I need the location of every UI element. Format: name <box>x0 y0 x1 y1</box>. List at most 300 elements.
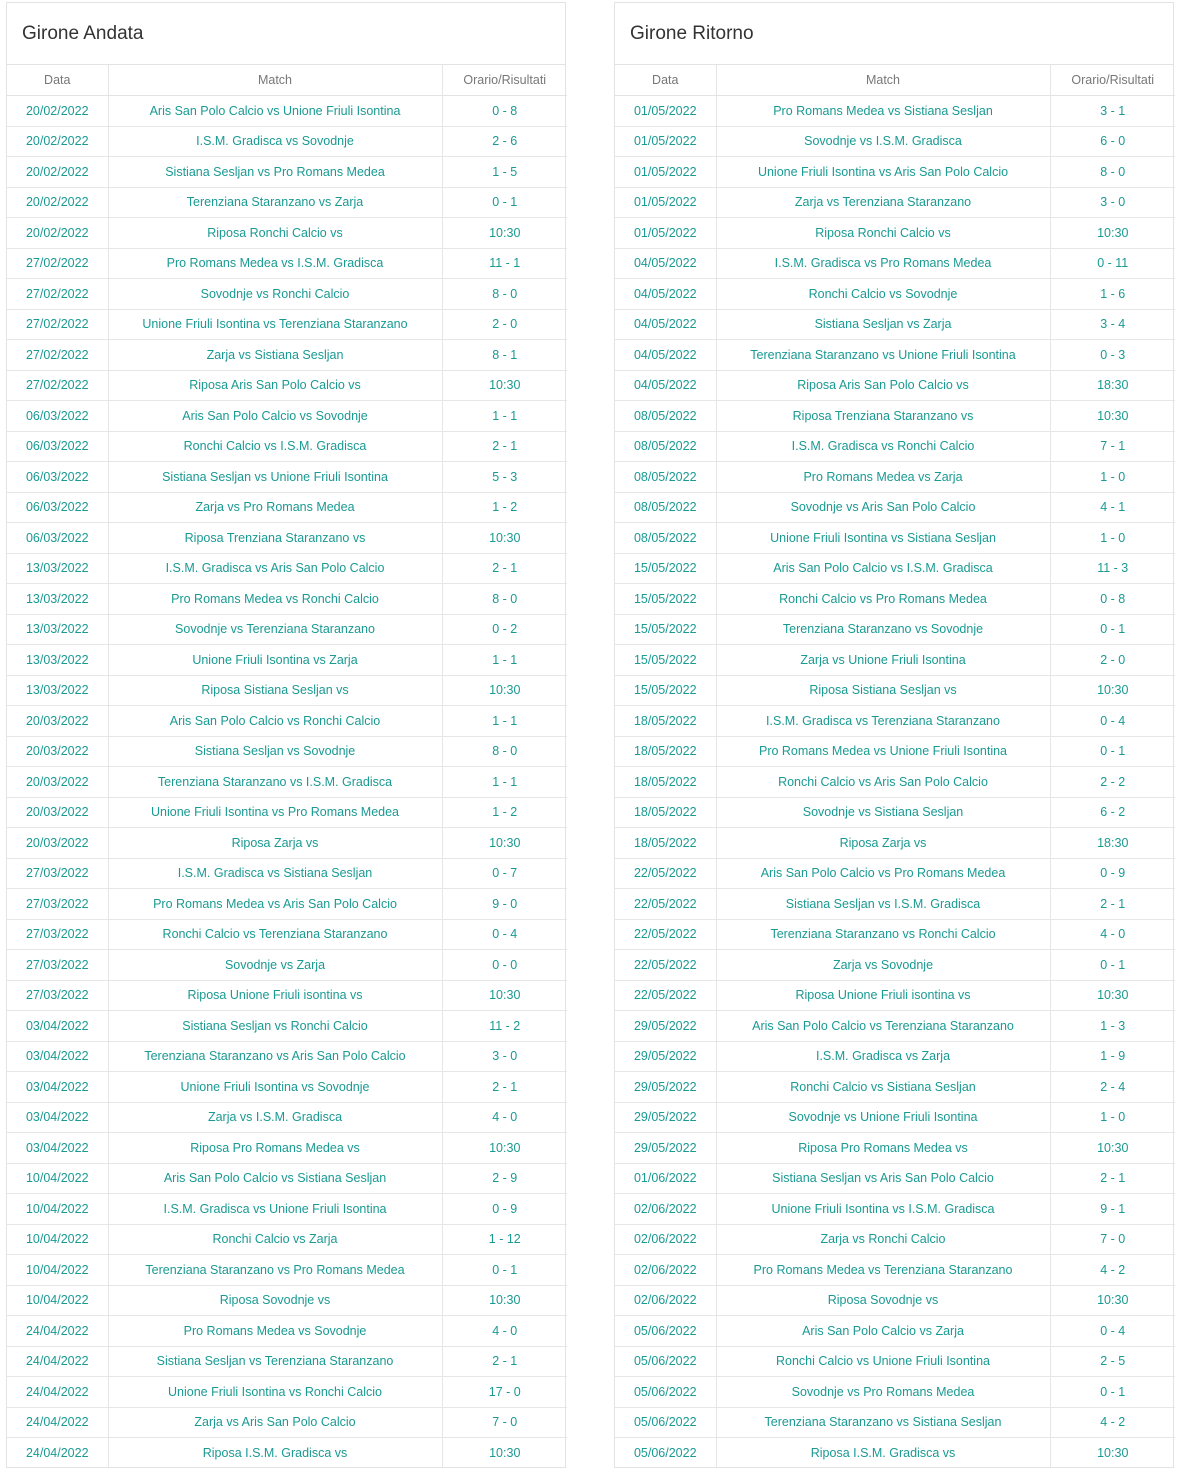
match-teams[interactable]: Terenziana Staranzano vs Aris San Polo Calcio <box>108 1041 442 1072</box>
match-teams[interactable]: Zarja vs Aris San Polo Calcio <box>108 1407 442 1438</box>
match-result[interactable]: 0 - 1 <box>1050 950 1175 981</box>
table-row <box>615 797 1175 828</box>
match-teams[interactable]: Terenziana Staranzano vs Sovodnje <box>716 614 1050 645</box>
match-result[interactable]: 0 - 11 <box>1050 248 1175 279</box>
match-date: 22/05/2022 <box>615 980 716 1011</box>
table-row <box>7 1377 567 1408</box>
match-date: 01/06/2022 <box>615 1163 716 1194</box>
table-row <box>615 889 1175 920</box>
match-teams[interactable]: Riposa Zarja vs <box>108 828 442 859</box>
table-row <box>7 462 567 493</box>
match-teams[interactable]: Riposa Trenziana Staranzano vs <box>716 401 1050 432</box>
match-result[interactable]: 7 - 1 <box>1050 431 1175 462</box>
match-result[interactable]: 2 - 0 <box>1050 645 1175 676</box>
match-result[interactable]: 10:30 <box>442 370 567 401</box>
table-row <box>7 736 567 767</box>
match-result[interactable]: 2 - 1 <box>1050 889 1175 920</box>
match-result[interactable]: 10:30 <box>1050 401 1175 432</box>
table-row <box>7 1255 567 1286</box>
match-date: 05/06/2022 <box>615 1346 716 1377</box>
match-result[interactable]: 10:30 <box>442 1133 567 1164</box>
table-row <box>615 919 1175 950</box>
table-header-row <box>7 65 567 96</box>
match-result[interactable]: 4 - 0 <box>442 1102 567 1133</box>
result-column-header: Orario/Risultati <box>1050 65 1175 96</box>
match-result[interactable]: 1 - 2 <box>442 492 567 523</box>
match-date: 15/05/2022 <box>615 675 716 706</box>
match-result[interactable]: 6 - 2 <box>1050 797 1175 828</box>
match-date: 01/05/2022 <box>615 96 716 127</box>
match-result[interactable]: 5 - 3 <box>442 462 567 493</box>
table-row <box>7 614 567 645</box>
match-teams[interactable]: Terenziana Staranzano vs Ronchi Calcio <box>716 919 1050 950</box>
table-row <box>7 553 567 584</box>
match-teams[interactable]: Unione Friuli Isontina vs Terenziana Staranzano <box>108 309 442 340</box>
match-date: 15/05/2022 <box>615 614 716 645</box>
match-date: 24/04/2022 <box>7 1346 108 1377</box>
match-teams[interactable]: Unione Friuli Isontina vs Aris San Polo Calcio <box>716 157 1050 188</box>
match-teams[interactable]: Zarja vs Ronchi Calcio <box>716 1224 1050 1255</box>
match-teams[interactable]: Aris San Polo Calcio vs Terenziana Staranzano <box>716 1011 1050 1042</box>
match-teams[interactable]: Sistiana Sesljan vs Terenziana Staranzano <box>108 1346 442 1377</box>
table-row <box>7 1041 567 1072</box>
match-teams[interactable]: Ronchi Calcio vs Zarja <box>108 1224 442 1255</box>
match-teams[interactable]: Ronchi Calcio vs Terenziana Staranzano <box>108 919 442 950</box>
match-date: 15/05/2022 <box>615 584 716 615</box>
match-teams[interactable]: I.S.M. Gradisca vs Terenziana Staranzano <box>716 706 1050 737</box>
table-row <box>615 523 1175 554</box>
match-result[interactable]: 1 - 1 <box>442 706 567 737</box>
table-row <box>7 187 567 218</box>
match-teams[interactable]: Aris San Polo Calcio vs Sistiana Sesljan <box>108 1163 442 1194</box>
match-teams[interactable]: Pro Romans Medea vs Zarja <box>716 462 1050 493</box>
match-result[interactable]: 6 - 0 <box>1050 126 1175 157</box>
match-date: 01/05/2022 <box>615 126 716 157</box>
match-result[interactable]: 4 - 0 <box>1050 919 1175 950</box>
match-result[interactable]: 10:30 <box>442 218 567 249</box>
match-date: 18/05/2022 <box>615 797 716 828</box>
match-teams[interactable]: Zarja vs Sovodnje <box>716 950 1050 981</box>
match-teams[interactable]: Sovodnje vs Aris San Polo Calcio <box>716 492 1050 523</box>
match-result[interactable]: 10:30 <box>1050 1133 1175 1164</box>
match-date: 06/03/2022 <box>7 523 108 554</box>
table-row <box>615 553 1175 584</box>
table-row <box>615 614 1175 645</box>
table-row <box>7 279 567 310</box>
match-teams[interactable]: Unione Friuli Isontina vs Ronchi Calcio <box>108 1377 442 1408</box>
match-result[interactable]: 7 - 0 <box>1050 1224 1175 1255</box>
match-teams[interactable]: Sovodnje vs Zarja <box>108 950 442 981</box>
match-date: 03/04/2022 <box>7 1011 108 1042</box>
match-teams[interactable]: Sovodnje vs Sistiana Sesljan <box>716 797 1050 828</box>
match-result[interactable]: 10:30 <box>1050 1285 1175 1316</box>
match-date: 08/05/2022 <box>615 431 716 462</box>
match-result[interactable]: 17 - 0 <box>442 1377 567 1408</box>
match-result[interactable]: 0 - 3 <box>1050 340 1175 371</box>
table-row <box>7 1407 567 1438</box>
match-teams[interactable]: Zarja vs Terenziana Staranzano <box>716 187 1050 218</box>
match-teams[interactable]: Zarja vs Pro Romans Medea <box>108 492 442 523</box>
match-date: 15/05/2022 <box>615 553 716 584</box>
match-teams[interactable]: Ronchi Calcio vs Sistiana Sesljan <box>716 1072 1050 1103</box>
match-teams[interactable]: Terenziana Staranzano vs I.S.M. Gradisca <box>108 767 442 798</box>
match-teams[interactable]: Riposa I.S.M. Gradisca vs <box>716 1438 1050 1468</box>
match-teams[interactable]: Pro Romans Medea vs Sovodnje <box>108 1316 442 1347</box>
match-date: 04/05/2022 <box>615 340 716 371</box>
table-row <box>615 1102 1175 1133</box>
match-result[interactable]: 10:30 <box>442 523 567 554</box>
table-row <box>7 492 567 523</box>
match-result[interactable]: 2 - 1 <box>442 1346 567 1377</box>
match-result[interactable]: 11 - 2 <box>442 1011 567 1042</box>
match-result[interactable]: 2 - 4 <box>1050 1072 1175 1103</box>
match-date: 27/03/2022 <box>7 889 108 920</box>
match-date: 05/06/2022 <box>615 1407 716 1438</box>
match-result[interactable]: 0 - 8 <box>442 96 567 127</box>
match-result[interactable]: 1 - 3 <box>1050 1011 1175 1042</box>
match-teams[interactable]: Riposa Aris San Polo Calcio vs <box>108 370 442 401</box>
table-row <box>615 1346 1175 1377</box>
match-teams[interactable]: Riposa Ronchi Calcio vs <box>108 218 442 249</box>
match-teams[interactable]: I.S.M. Gradisca vs Zarja <box>716 1041 1050 1072</box>
match-result[interactable]: 2 - 6 <box>442 126 567 157</box>
table-row <box>7 675 567 706</box>
match-date: 08/05/2022 <box>615 523 716 554</box>
match-result[interactable]: 18:30 <box>1050 828 1175 859</box>
table-row <box>615 218 1175 249</box>
table-row <box>615 187 1175 218</box>
table-row <box>615 950 1175 981</box>
match-result[interactable]: 10:30 <box>1097 1445 1129 1460</box>
match-teams[interactable]: Unione Friuli Isontina vs Zarja <box>108 645 442 676</box>
match-teams[interactable]: Riposa Sistiana Sesljan vs <box>108 675 442 706</box>
girone-andata-title: Girone Andata <box>7 3 565 65</box>
match-teams[interactable]: Pro Romans Medea vs I.S.M. Gradisca <box>108 248 442 279</box>
table-row <box>615 675 1175 706</box>
match-date: 10/04/2022 <box>7 1194 108 1225</box>
girone-andata-panel <box>6 2 566 1468</box>
match-result[interactable]: 8 - 0 <box>442 584 567 615</box>
match-teams[interactable]: Riposa Sovodnje vs <box>108 1285 442 1316</box>
match-result[interactable]: 0 - 0 <box>442 950 567 981</box>
match-teams[interactable]: Pro Romans Medea vs Sistiana Sesljan <box>716 96 1050 127</box>
match-result[interactable]: 8 - 0 <box>1050 157 1175 188</box>
match-teams[interactable]: Ronchi Calcio vs Pro Romans Medea <box>716 584 1050 615</box>
match-date: 01/05/2022 <box>615 218 716 249</box>
match-teams[interactable]: Terenziana Staranzano vs Unione Friuli Isontina <box>716 340 1050 371</box>
match-result[interactable]: 0 - 8 <box>1050 584 1175 615</box>
match-teams[interactable]: Pro Romans Medea vs Ronchi Calcio <box>108 584 442 615</box>
match-result[interactable]: 18:30 <box>1050 370 1175 401</box>
match-teams[interactable]: Sovodnje vs Pro Romans Medea <box>716 1377 1050 1408</box>
match-teams[interactable]: Pro Romans Medea vs Aris San Polo Calcio <box>108 889 442 920</box>
match-teams[interactable]: Sovodnje vs Terenziana Staranzano <box>108 614 442 645</box>
table-row <box>615 431 1175 462</box>
match-date: 03/04/2022 <box>7 1041 108 1072</box>
match-result[interactable]: 8 - 0 <box>442 736 567 767</box>
match-result[interactable]: 0 - 4 <box>1050 706 1175 737</box>
match-teams[interactable]: Ronchi Calcio vs I.S.M. Gradisca <box>108 431 442 462</box>
match-result[interactable]: 11 - 3 <box>1050 553 1175 584</box>
match-result[interactable]: 0 - 1 <box>1050 736 1175 767</box>
match-date: 01/05/2022 <box>615 157 716 188</box>
match-result[interactable]: 4 - 1 <box>1050 492 1175 523</box>
match-teams[interactable]: Unione Friuli Isontina vs Sistiana Sesljan <box>716 523 1050 554</box>
match-result[interactable]: 0 - 9 <box>442 1194 567 1225</box>
match-result[interactable]: 0 - 4 <box>442 919 567 950</box>
table-row <box>7 157 567 188</box>
match-date: 18/05/2022 <box>615 736 716 767</box>
match-teams[interactable]: Terenziana Staranzano vs Sistiana Sesljan <box>716 1407 1050 1438</box>
match-result[interactable]: 1 - 12 <box>442 1224 567 1255</box>
match-result[interactable]: 2 - 2 <box>1050 767 1175 798</box>
match-teams[interactable]: Sovodnje vs Unione Friuli Isontina <box>716 1102 1050 1133</box>
match-teams[interactable]: Aris San Polo Calcio vs I.S.M. Gradisca <box>716 553 1050 584</box>
match-result[interactable]: 3 - 0 <box>1050 187 1175 218</box>
table-row <box>7 584 567 615</box>
table-row <box>615 645 1175 676</box>
table-row <box>615 1194 1175 1225</box>
match-result[interactable]: 3 - 4 <box>1050 309 1175 340</box>
match-result[interactable]: 1 - 1 <box>442 767 567 798</box>
table-row <box>615 1285 1175 1316</box>
match-result[interactable]: 8 - 1 <box>442 340 567 371</box>
table-row <box>615 706 1175 737</box>
match-teams[interactable]: Sovodnje vs I.S.M. Gradisca <box>716 126 1050 157</box>
table-row <box>7 950 567 981</box>
match-teams[interactable]: Sistiana Sesljan vs Pro Romans Medea <box>108 157 442 188</box>
match-result[interactable]: 3 - 1 <box>1050 96 1175 127</box>
match-date: 29/05/2022 <box>615 1072 716 1103</box>
match-date: 27/02/2022 <box>7 340 108 371</box>
match-result[interactable]: 0 - 9 <box>1050 858 1175 889</box>
table-row <box>615 1438 1175 1468</box>
table-row <box>7 96 567 127</box>
match-date: 15/05/2022 <box>615 645 716 676</box>
match-date: 27/03/2022 <box>7 858 108 889</box>
match-date: 03/04/2022 <box>7 1133 108 1164</box>
table-row <box>7 1285 567 1316</box>
match-date: 20/02/2022 <box>7 187 108 218</box>
match-date: 03/04/2022 <box>7 1072 108 1103</box>
match-result[interactable]: 0 - 1 <box>442 1255 567 1286</box>
match-result[interactable]: 2 - 1 <box>1050 1163 1175 1194</box>
match-result[interactable]: 1 - 1 <box>442 401 567 432</box>
match-teams[interactable]: Unione Friuli Isontina vs Pro Romans Medea <box>108 797 442 828</box>
table-row <box>615 279 1175 310</box>
match-result[interactable]: 9 - 0 <box>442 889 567 920</box>
match-teams[interactable]: Sistiana Sesljan vs Sovodnje <box>108 736 442 767</box>
table-row <box>7 248 567 279</box>
match-date: 02/06/2022 <box>615 1224 716 1255</box>
match-result[interactable]: 2 - 1 <box>442 553 567 584</box>
match-date: 08/05/2022 <box>615 492 716 523</box>
match-date: 22/05/2022 <box>615 889 716 920</box>
table-row <box>7 340 567 371</box>
match-teams[interactable]: I.S.M. Gradisca vs Aris San Polo Calcio <box>108 553 442 584</box>
table-row <box>7 706 567 737</box>
match-date: 04/05/2022 <box>615 248 716 279</box>
match-date: 24/04/2022 <box>7 1316 108 1347</box>
match-teams[interactable]: Riposa Pro Romans Medea vs <box>108 1133 442 1164</box>
match-column-header: Match <box>108 65 442 96</box>
match-date: 10/04/2022 <box>7 1163 108 1194</box>
match-result[interactable]: 1 - 0 <box>1050 462 1175 493</box>
table-row <box>615 1041 1175 1072</box>
table-row <box>7 1224 567 1255</box>
match-result[interactable]: 10:30 <box>442 828 567 859</box>
match-teams[interactable]: Pro Romans Medea vs Terenziana Staranzano <box>716 1255 1050 1286</box>
match-teams[interactable]: I.S.M. Gradisca vs Sistiana Sesljan <box>108 858 442 889</box>
match-teams[interactable]: Pro Romans Medea vs Unione Friuli Isontina <box>716 736 1050 767</box>
match-result[interactable]: 4 - 0 <box>442 1316 567 1347</box>
match-teams[interactable]: Aris San Polo Calcio vs Ronchi Calcio <box>108 706 442 737</box>
match-result[interactable]: 10:30 <box>442 675 567 706</box>
match-teams[interactable]: I.S.M. Gradisca vs Pro Romans Medea <box>716 248 1050 279</box>
match-teams[interactable]: Aris San Polo Calcio vs Sovodnje <box>108 401 442 432</box>
match-teams[interactable]: Sovodnje vs Ronchi Calcio <box>108 279 442 310</box>
match-date: 27/02/2022 <box>7 248 108 279</box>
match-result[interactable]: 10:30 <box>489 1445 521 1460</box>
table-row <box>615 1072 1175 1103</box>
match-result[interactable]: 0 - 7 <box>442 858 567 889</box>
match-result[interactable]: 10:30 <box>1050 675 1175 706</box>
match-teams[interactable]: Riposa Zarja vs <box>716 828 1050 859</box>
match-teams[interactable]: I.S.M. Gradisca vs Sovodnje <box>108 126 442 157</box>
match-result[interactable]: 1 - 0 <box>1050 523 1175 554</box>
match-result[interactable]: 0 - 1 <box>442 187 567 218</box>
table-row <box>7 797 567 828</box>
table-row <box>615 980 1175 1011</box>
table-row <box>615 462 1175 493</box>
match-teams[interactable]: I.S.M. Gradisca vs Unione Friuli Isontina <box>108 1194 442 1225</box>
match-date: 10/04/2022 <box>7 1285 108 1316</box>
match-teams[interactable]: Zarja vs I.S.M. Gradisca <box>108 1102 442 1133</box>
table-row <box>7 1438 567 1468</box>
match-result[interactable]: 4 - 2 <box>1050 1407 1175 1438</box>
match-teams[interactable]: Unione Friuli Isontina vs Sovodnje <box>108 1072 442 1103</box>
match-date: 08/05/2022 <box>615 401 716 432</box>
match-result[interactable]: 9 - 1 <box>1050 1194 1175 1225</box>
match-date: 02/06/2022 <box>615 1255 716 1286</box>
match-teams[interactable]: Riposa Unione Friuli isontina vs <box>108 980 442 1011</box>
match-teams[interactable]: Riposa Aris San Polo Calcio vs <box>716 370 1050 401</box>
table-row <box>615 584 1175 615</box>
table-row <box>7 980 567 1011</box>
table-row <box>615 1407 1175 1438</box>
match-result[interactable]: 1 - 5 <box>442 157 567 188</box>
table-row <box>615 1224 1175 1255</box>
table-row <box>7 767 567 798</box>
match-teams[interactable]: Sistiana Sesljan vs Zarja <box>716 309 1050 340</box>
match-result[interactable]: 2 - 0 <box>442 309 567 340</box>
match-result[interactable]: 0 - 2 <box>442 614 567 645</box>
match-teams[interactable]: Riposa Ronchi Calcio vs <box>716 218 1050 249</box>
match-teams[interactable]: Sistiana Sesljan vs Ronchi Calcio <box>108 1011 442 1042</box>
table-row <box>7 1346 567 1377</box>
match-date: 20/02/2022 <box>7 96 108 127</box>
match-date: 10/04/2022 <box>7 1224 108 1255</box>
match-date: 08/05/2022 <box>615 462 716 493</box>
match-result[interactable]: 2 - 5 <box>1050 1346 1175 1377</box>
match-result[interactable]: 3 - 0 <box>442 1041 567 1072</box>
match-date: 27/02/2022 <box>7 309 108 340</box>
match-result[interactable]: 11 - 1 <box>442 248 567 279</box>
match-teams[interactable]: Riposa Pro Romans Medea vs <box>716 1133 1050 1164</box>
match-teams[interactable]: Zarja vs Sistiana Sesljan <box>108 340 442 371</box>
girone-ritorno-panel <box>614 2 1174 1468</box>
match-teams[interactable]: I.S.M. Gradisca vs Ronchi Calcio <box>716 431 1050 462</box>
match-result[interactable]: 8 - 0 <box>442 279 567 310</box>
match-result[interactable]: 2 - 1 <box>442 1072 567 1103</box>
match-result[interactable]: 1 - 9 <box>1050 1041 1175 1072</box>
match-date: 29/05/2022 <box>615 1011 716 1042</box>
match-result[interactable]: 0 - 1 <box>1050 614 1175 645</box>
match-result[interactable]: 1 - 2 <box>442 797 567 828</box>
match-date: 27/02/2022 <box>7 370 108 401</box>
match-result[interactable]: 0 - 1 <box>1050 1377 1175 1408</box>
table-row <box>7 218 567 249</box>
match-result[interactable]: 1 - 0 <box>1050 1102 1175 1133</box>
table-row <box>7 1102 567 1133</box>
match-result[interactable]: 10:30 <box>442 980 567 1011</box>
table-row <box>615 309 1175 340</box>
match-teams[interactable]: Sistiana Sesljan vs Unione Friuli Isontina <box>108 462 442 493</box>
match-teams[interactable]: Riposa Sistiana Sesljan vs <box>716 675 1050 706</box>
match-result[interactable]: 1 - 1 <box>442 645 567 676</box>
match-result[interactable]: 1 - 6 <box>1050 279 1175 310</box>
match-date: 13/03/2022 <box>7 553 108 584</box>
match-teams[interactable]: Ronchi Calcio vs Unione Friuli Isontina <box>716 1346 1050 1377</box>
match-teams[interactable]: Sistiana Sesljan vs Aris San Polo Calcio <box>716 1163 1050 1194</box>
match-teams[interactable]: Riposa Unione Friuli isontina vs <box>716 980 1050 1011</box>
match-teams[interactable]: Unione Friuli Isontina vs I.S.M. Gradisca <box>716 1194 1050 1225</box>
table-row <box>615 1133 1175 1164</box>
match-date: 22/05/2022 <box>615 950 716 981</box>
table-header-row <box>615 65 1175 96</box>
match-result[interactable]: 10:30 <box>1050 218 1175 249</box>
match-result[interactable]: 10:30 <box>1050 980 1175 1011</box>
match-result[interactable]: 0 - 4 <box>1050 1316 1175 1347</box>
match-teams[interactable]: Riposa Sovodnje vs <box>716 1285 1050 1316</box>
match-result[interactable]: 10:30 <box>442 1285 567 1316</box>
match-result[interactable]: 2 - 9 <box>442 1163 567 1194</box>
match-teams[interactable]: Aris San Polo Calcio vs Unione Friuli Isontina <box>108 96 442 127</box>
match-date: 22/05/2022 <box>615 919 716 950</box>
match-teams[interactable]: Sistiana Sesljan vs I.S.M. Gradisca <box>716 889 1050 920</box>
match-teams[interactable]: Terenziana Staranzano vs Zarja <box>108 187 442 218</box>
match-teams[interactable]: Aris San Polo Calcio vs Pro Romans Medea <box>716 858 1050 889</box>
match-date: 27/03/2022 <box>7 950 108 981</box>
match-date: 13/03/2022 <box>7 675 108 706</box>
match-teams[interactable]: Ronchi Calcio vs Sovodnje <box>716 279 1050 310</box>
match-result[interactable]: 7 - 0 <box>442 1407 567 1438</box>
match-date: 13/03/2022 <box>7 645 108 676</box>
match-teams[interactable]: Zarja vs Unione Friuli Isontina <box>716 645 1050 676</box>
girone-andata-table <box>7 65 567 1468</box>
match-teams[interactable]: Aris San Polo Calcio vs Zarja <box>716 1316 1050 1347</box>
match-date: 03/04/2022 <box>7 1102 108 1133</box>
match-result[interactable]: 2 - 1 <box>442 431 567 462</box>
match-result[interactable]: 4 - 2 <box>1050 1255 1175 1286</box>
match-teams[interactable]: Ronchi Calcio vs Aris San Polo Calcio <box>716 767 1050 798</box>
match-teams[interactable]: Terenziana Staranzano vs Pro Romans Medea <box>108 1255 442 1286</box>
table-row <box>7 126 567 157</box>
table-row <box>7 1163 567 1194</box>
table-row <box>615 157 1175 188</box>
match-teams[interactable]: Riposa I.S.M. Gradisca vs <box>108 1438 442 1468</box>
match-teams[interactable]: Riposa Trenziana Staranzano vs <box>108 523 442 554</box>
